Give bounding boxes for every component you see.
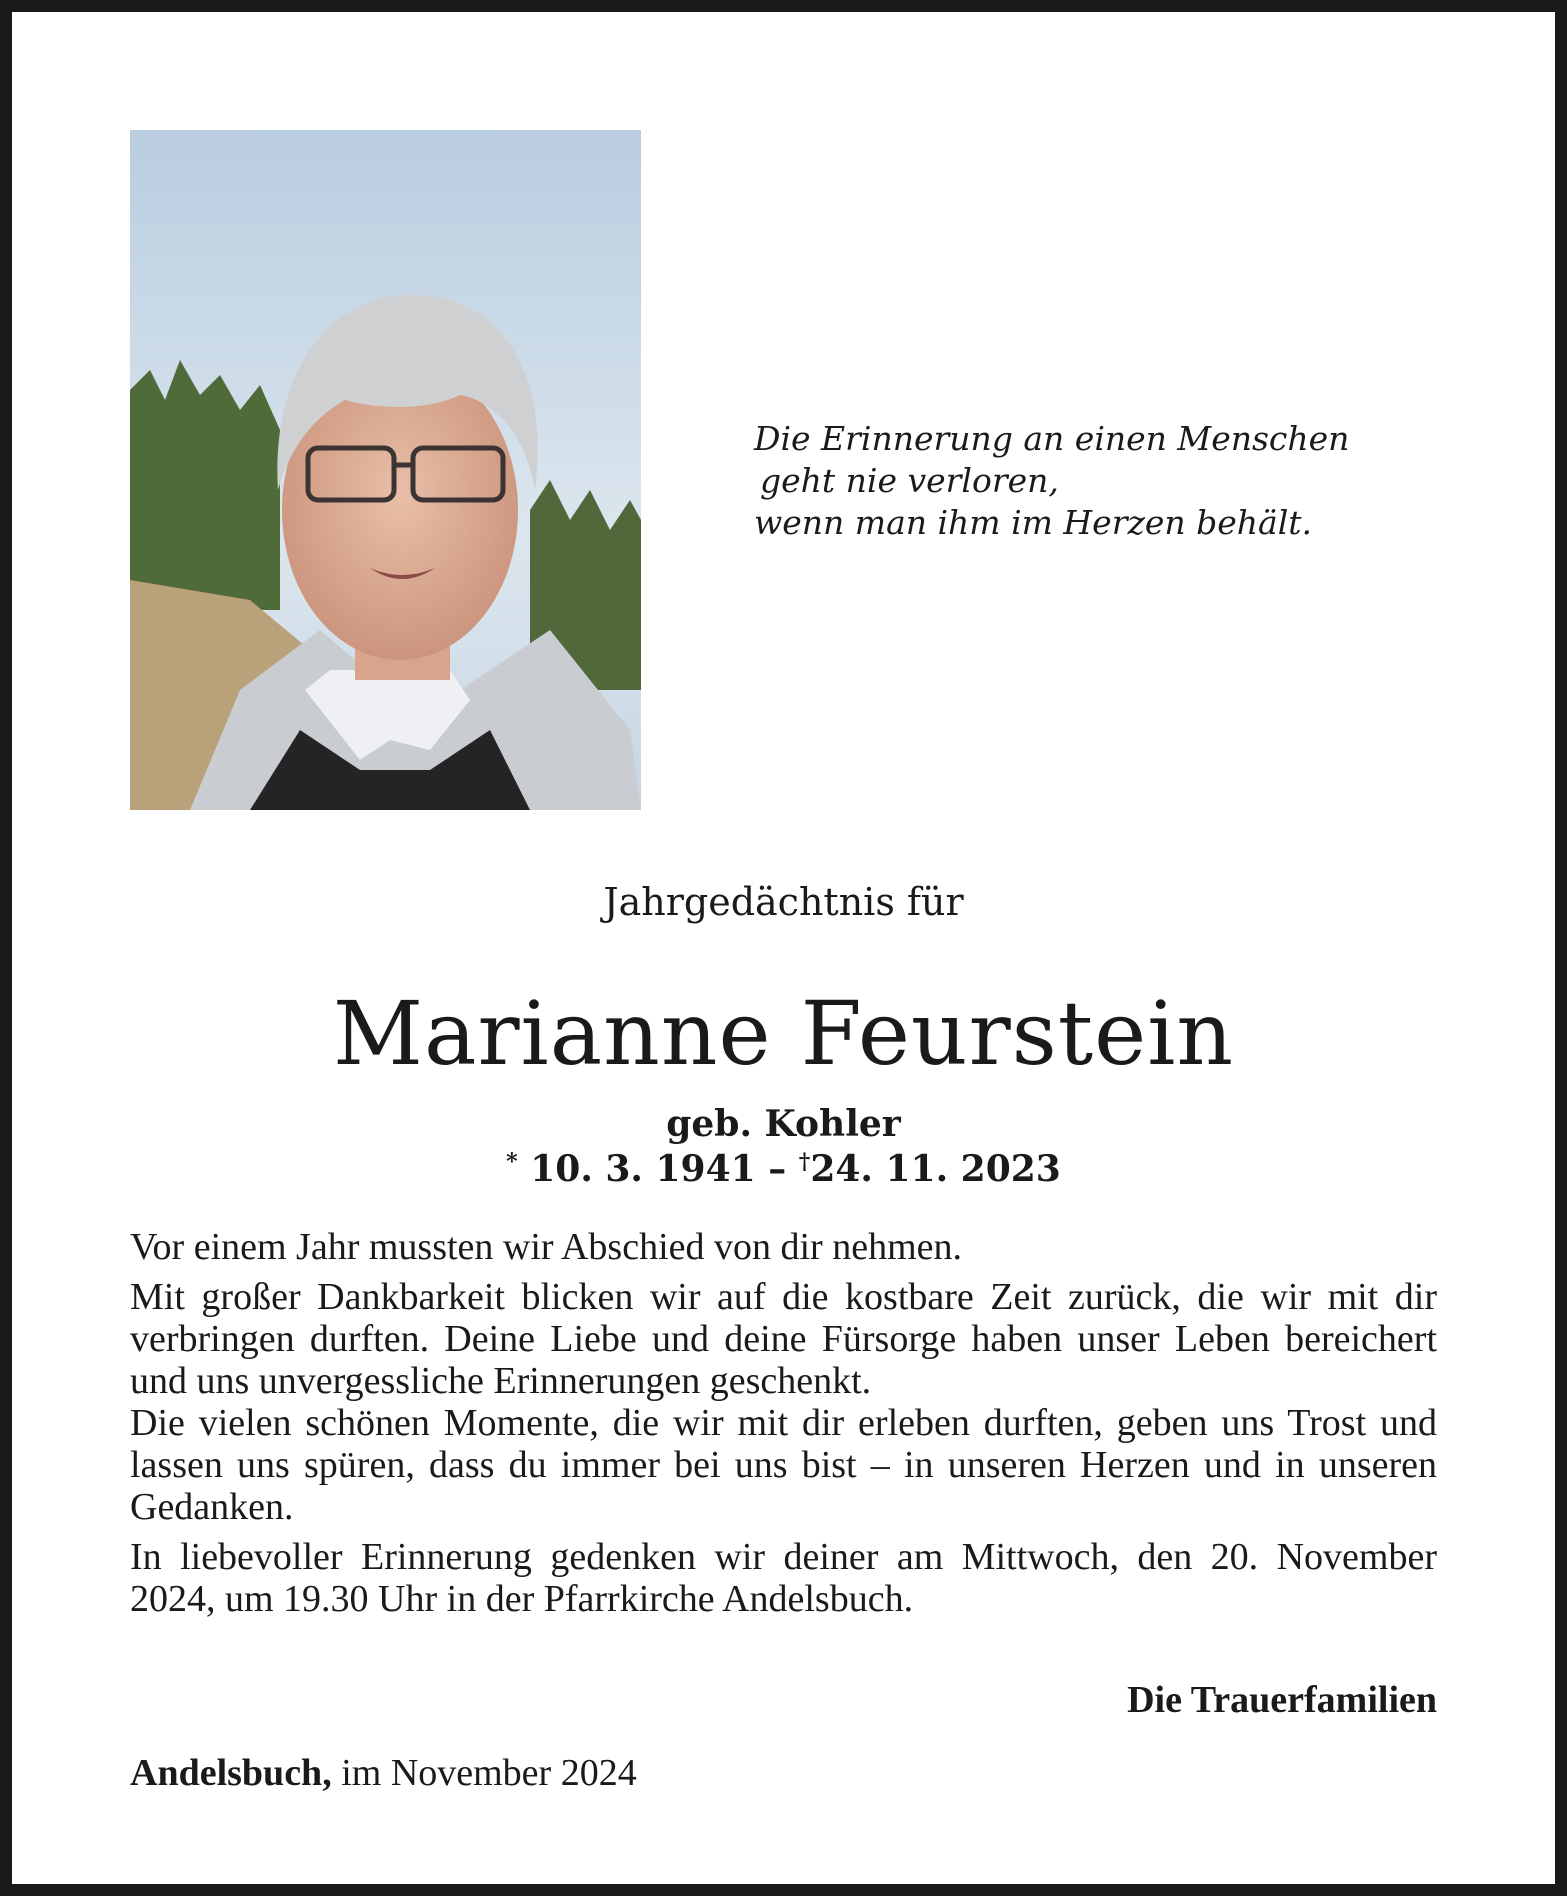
- portrait-photo: [130, 130, 641, 810]
- memorial-text: [130, 1226, 1437, 1628]
- place-and-date: [130, 1751, 637, 1795]
- life-dates: [0, 1148, 1567, 1190]
- birth-date: 10. 3. 1941: [530, 1148, 756, 1190]
- quote-line: geht nie verloren,: [760, 461, 1059, 500]
- body-paragraph: Mit großer Dankbarkeit blicken wir auf die kostbare Zeit zurück, die wir mit dir verbringen durften. Deine Liebe und deine Fürsorge haben unser Leben bereichert und uns unvergessliche Erinnerungen geschenkt.: [130, 1276, 1437, 1402]
- place-date: im November 2024: [341, 1752, 637, 1794]
- place-town: Andelsbuch,: [130, 1752, 332, 1794]
- body-paragraph: Vor einem Jahr mussten wir Abschied von dir nehmen.: [130, 1226, 962, 1268]
- deceased-name: Marianne Feurstein: [332, 982, 1235, 1085]
- death-symbol: †: [798, 1149, 811, 1175]
- quote-line: Die Erinnerung an einen Menschen: [754, 419, 1350, 458]
- body-paragraph: Die vielen schönen Momente, die wir mit dir erleben durften, geben uns Trost und lassen uns spüren, dass du immer bei uns bist – in unseren Herzen und in unseren Gedanken.: [130, 1402, 1437, 1528]
- signature: Die Trauerfamilien: [1127, 1679, 1437, 1721]
- body-paragraph: In liebevoller Erinnerung gedenken wir deiner am Mittwoch, den 20. November 2024, um 19.30 Uhr in der Pfarrkirche Andelsbuch.: [130, 1536, 1437, 1620]
- anniversary-heading: Jahrgedächtnis für: [603, 880, 964, 924]
- memorial-quote: [754, 418, 1394, 544]
- birth-name: geb. Kohler: [666, 1103, 901, 1145]
- portrait-illustration: [130, 130, 641, 810]
- birth-symbol: *: [506, 1149, 518, 1175]
- quote-line: wenn man ihm im Herzen behält.: [754, 503, 1313, 542]
- death-date: 24. 11. 2023: [810, 1148, 1061, 1190]
- date-separator: –: [768, 1148, 787, 1190]
